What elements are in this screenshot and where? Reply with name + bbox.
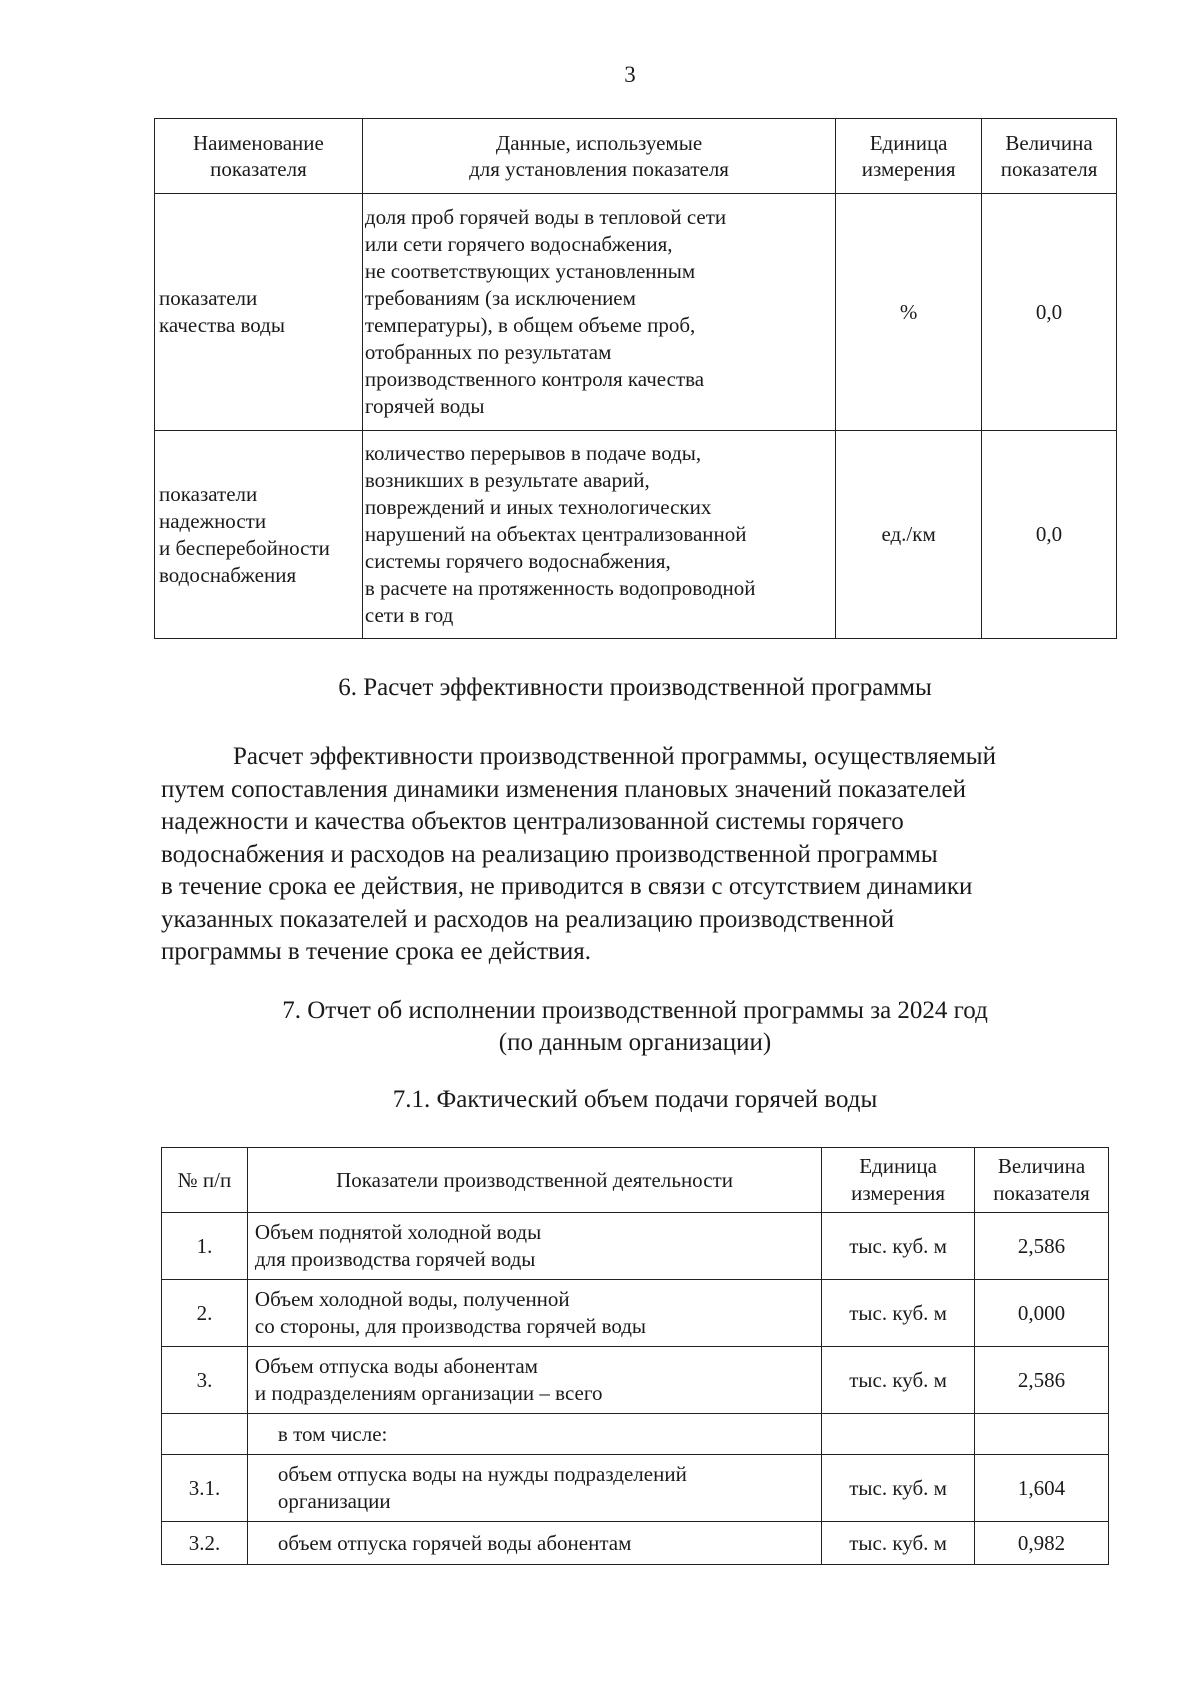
row-text: в том числе: (247, 1414, 821, 1455)
row-value (975, 1414, 1109, 1455)
indicator-description: доля проб горячей воды в тепловой сети или сети горячего водоснабжения, не соответствующих установленным требованиям (за исключением температуры), в общем объеме проб, отобранных по результатам производственного контроля качества горячей воды (362, 194, 835, 431)
table-row (155, 431, 1117, 639)
table-row (162, 1455, 1109, 1522)
indicator-name: показатели качества воды (155, 194, 363, 431)
section-7-heading: 7. Отчет об исполнении производственной программы за 2024 год (по данным организации) (282, 997, 988, 1056)
page-number: 3 (624, 62, 636, 87)
row-number: 3.1. (162, 1455, 248, 1522)
row-text: Объем отпуска воды абонентам и подразделениям организации – всего (247, 1347, 821, 1414)
row-number: 3.2. (162, 1522, 248, 1565)
indicator-unit: % (836, 194, 982, 431)
header-data-used: Данные, используемые для установления показателя (362, 119, 835, 194)
indicator-unit: ед./км (836, 431, 982, 639)
row-unit: тыс. куб. м (822, 1280, 975, 1347)
section-7-1-heading: 7.1. Фактический объем подачи горячей воды (392, 1086, 878, 1113)
row-unit (822, 1414, 975, 1455)
section-6-heading: 6. Расчет эффективности производственной программы (338, 674, 932, 701)
row-value: 0,982 (975, 1522, 1109, 1565)
row-text: Объем поднятой холодной воды для производства горячей воды (247, 1213, 821, 1280)
header-unit: Единица измерения (836, 119, 982, 194)
row-text: объем отпуска горячей воды абонентам (247, 1522, 821, 1565)
row-value: 0,000 (975, 1280, 1109, 1347)
table-row (162, 1414, 1109, 1455)
paragraph-line: надежности и качества объектов централизованной системы горячего (161, 808, 904, 835)
hot-water-supply-table (161, 1147, 1109, 1565)
header-value: Величина показателя (975, 1148, 1109, 1213)
row-value: 2,586 (975, 1347, 1109, 1414)
table-row (162, 1213, 1109, 1280)
paragraph-line: указанных показателей и расходов на реализацию производственной (161, 905, 895, 933)
table-row (162, 1280, 1109, 1347)
paragraph-line: путем сопоставления динамики изменения плановых значений показателей (161, 775, 967, 803)
paragraph-line: в течение срока ее действия, не приводится в связи с отсутствием динамики (161, 873, 973, 900)
header-number: № п/п (162, 1148, 248, 1213)
row-unit: тыс. куб. м (822, 1213, 975, 1280)
table-header-row (162, 1148, 1109, 1213)
paragraph-line: Расчет эффективности производственной программы, осуществляемый (233, 743, 996, 770)
header-indicator-name: Наименование показателя (155, 119, 363, 194)
row-unit: тыс. куб. м (822, 1347, 975, 1414)
row-unit: тыс. куб. м (822, 1522, 975, 1565)
header-activity: Показатели производственной деятельности (247, 1148, 821, 1213)
indicator-value: 0,0 (982, 194, 1117, 431)
row-unit: тыс. куб. м (822, 1455, 975, 1522)
indicator-value: 0,0 (982, 431, 1117, 639)
quality-indicators-table (154, 118, 1117, 639)
row-number (162, 1414, 248, 1455)
row-text: Объем холодной воды, полученной со стороны, для производства горячей воды (247, 1280, 821, 1347)
paragraph-line: водоснабжения и расходов на реализацию производственной программы (161, 840, 938, 868)
row-value: 2,586 (975, 1213, 1109, 1280)
row-text: объем отпуска воды на нужды подразделений организации (247, 1455, 821, 1522)
indicator-name: показатели надежности и бесперебойности водоснабжения (155, 431, 363, 639)
table-header-row (155, 119, 1117, 194)
row-number: 2. (162, 1280, 248, 1347)
row-number: 3. (162, 1347, 248, 1414)
row-number: 1. (162, 1213, 248, 1280)
table-row (162, 1347, 1109, 1414)
table-row (155, 194, 1117, 431)
header-unit: Единица измерения (822, 1148, 975, 1213)
header-value: Величина показателя (982, 119, 1117, 194)
section-6-paragraph (161, 741, 1109, 969)
indicator-description: количество перерывов в подаче воды, возникших в результате аварий, повреждений и иных технологических нарушений на объектах централизованной системы горячего водоснабжения, в расчете на протяженность водопроводной сети в год (362, 431, 835, 639)
paragraph-line: программы в течение срока ее действия. (161, 938, 591, 965)
row-value: 1,604 (975, 1455, 1109, 1522)
table-row (162, 1522, 1109, 1565)
